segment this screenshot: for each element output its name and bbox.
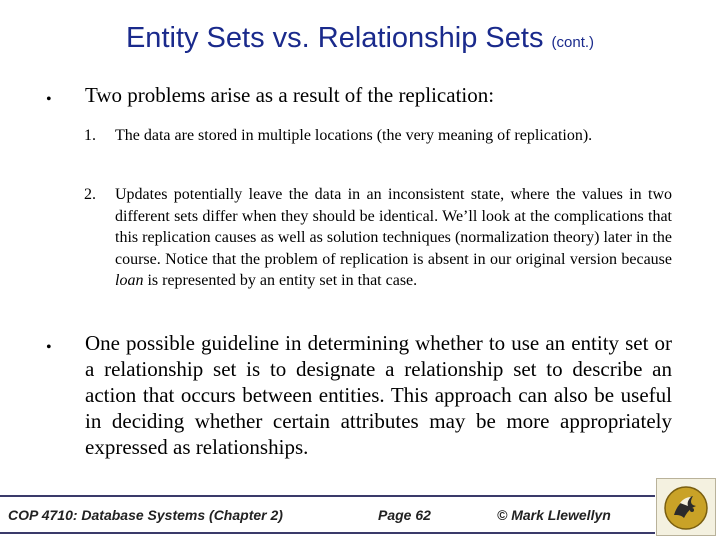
ucf-pegasus-logo-icon [656, 478, 716, 536]
list-item-text-1: The data are stored in multiple locations (the very meaning of replication). [115, 127, 593, 144]
slide-title [0, 22, 720, 55]
footer-author: © Mark Llewellyn [497, 507, 611, 523]
footer-rule-bottom [0, 532, 655, 534]
footer-course: COP 4710: Database Systems (Chapter 2) [8, 507, 283, 523]
footer-rule-top [0, 495, 655, 497]
footer-page-number: Page 62 [378, 507, 431, 523]
bullet-marker-2: • [46, 339, 52, 356]
list-item-number-2: 2. [84, 186, 96, 203]
list-item-number-1: 1. [84, 127, 96, 144]
list-item-text-2-before: Updates potentially leave the data in an inconsistent state, where the values in two different sets differ when they should be identical. We’ll look at the complications that this replication causes as well as solution techniques (normalization theory) later in the course. Notice that the problem of replication is absent in our original version because [115, 186, 672, 268]
bullet-marker-1: • [46, 91, 52, 108]
list-item-text-2-italic: loan [115, 272, 144, 289]
list-item-text-2 [115, 184, 672, 292]
bullet-text-1: Two problems arise as a result of the replication: [85, 83, 495, 107]
bullet-text-2: One possible guideline in determining whether to use an entity set or a relationship set is to designate a relationship set to describe an action that occurs between entities. This approach can also be useful in deciding whether certain attributes may be more appropriately expressed as relationships. [85, 331, 672, 459]
list-item-text-2-after: is represented by an entity set in that case. [143, 272, 418, 289]
slide-title-main: Entity Sets vs. Relationship Sets [125, 22, 544, 54]
slide-title-suffix: (cont.) [551, 34, 595, 51]
